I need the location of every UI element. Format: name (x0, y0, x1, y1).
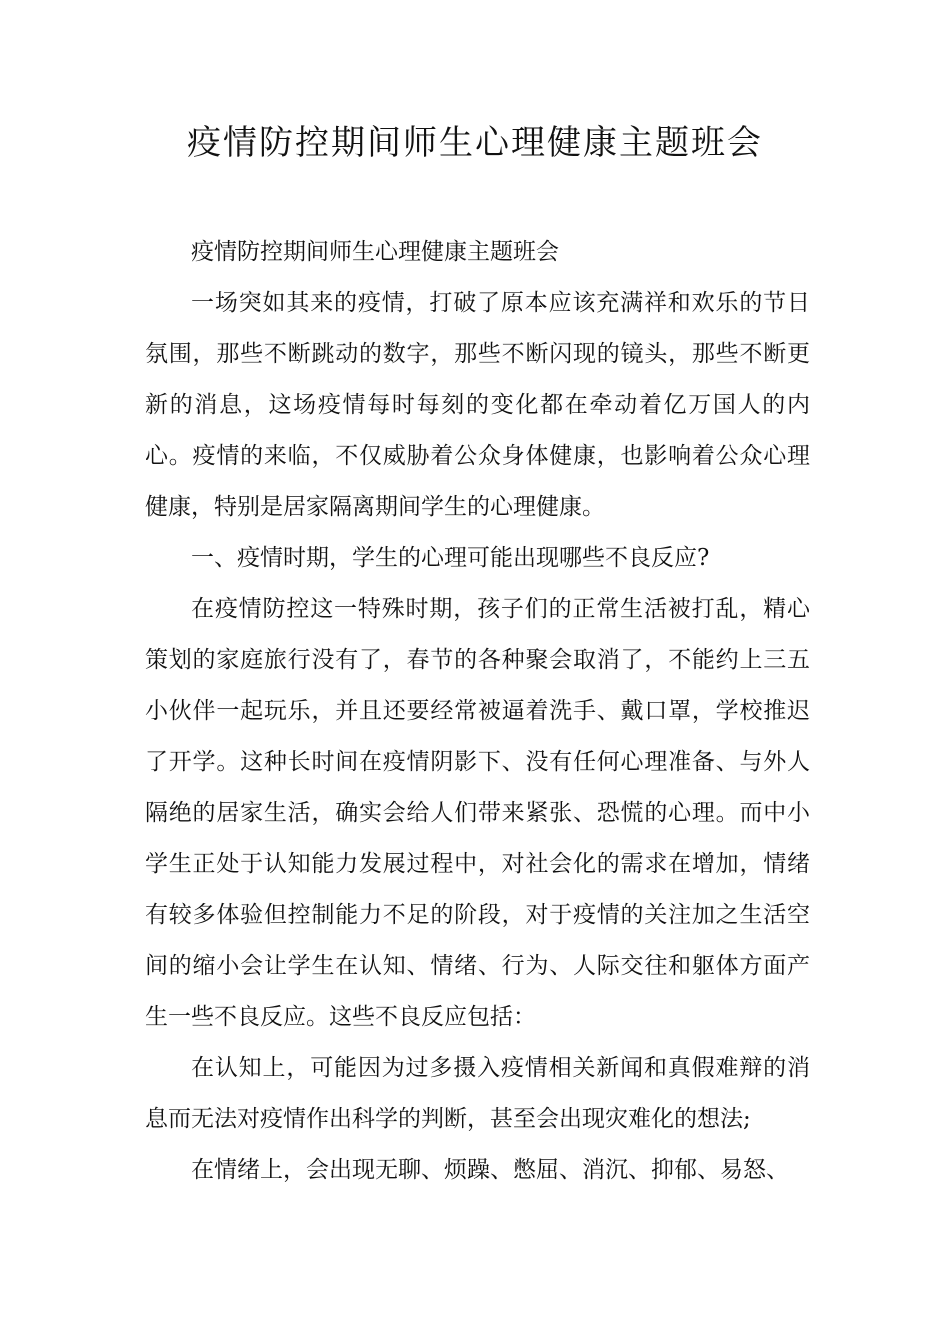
document-body (145, 227, 810, 1196)
paragraph-intro: 一场突如其来的疫情，打破了原本应该充满祥和欢乐的节日氛围，那些不断跳动的数字，那些不断闪现的镜头，那些不断更新的消息，这场疫情每时每刻的变化都在牵动着亿万国人的内心。疫情的来临，不仅威胁着公众身体健康，也影响着公众心理健康，特别是居家隔离期间学生的心理健康。 (145, 290, 810, 520)
document-title: 疫情防控期间师生心理健康主题班会 (187, 123, 763, 163)
paragraph-subtitle: 疫情防控期间师生心理健康主题班会 (191, 239, 559, 265)
paragraph-reactions: 在疫情防控这一特殊时期，孩子们的正常生活被打乱，精心策划的家庭旅行没有了，春节的各种聚会取消了，不能约上三五小伙伴一起玩乐，并且还要经常被逼着洗手、戴口罩，学校推迟了开学。这种长时间在疫情阴影下、没有任何心理准备、与外人隔绝的居家生活，确实会给人们带来紧张、恐慌的心理。而中小学生正处于认知能力发展过程中，对社会化的需求在增加，情绪有较多体验但控制能力不足的阶段，对于疫情的关注加之生活空间的缩小会让学生在认知、情绪、行为、人际交往和躯体方面产生一些不良反应。这些不良反应包括： (145, 596, 810, 1030)
paragraph-emotion: 在情绪上，会出现无聊、烦躁、憋屈、消沉、抑郁、易怒、 (191, 1157, 789, 1183)
paragraph-cognition: 在认知上，可能因为过多摄入疫情相关新闻和真假难辩的消息而无法对疫情作出科学的判断，甚至会出现灾难化的想法; (145, 1055, 810, 1132)
section-heading-1: 一、疫情时期，学生的心理可能出现哪些不良反应? (191, 545, 710, 571)
